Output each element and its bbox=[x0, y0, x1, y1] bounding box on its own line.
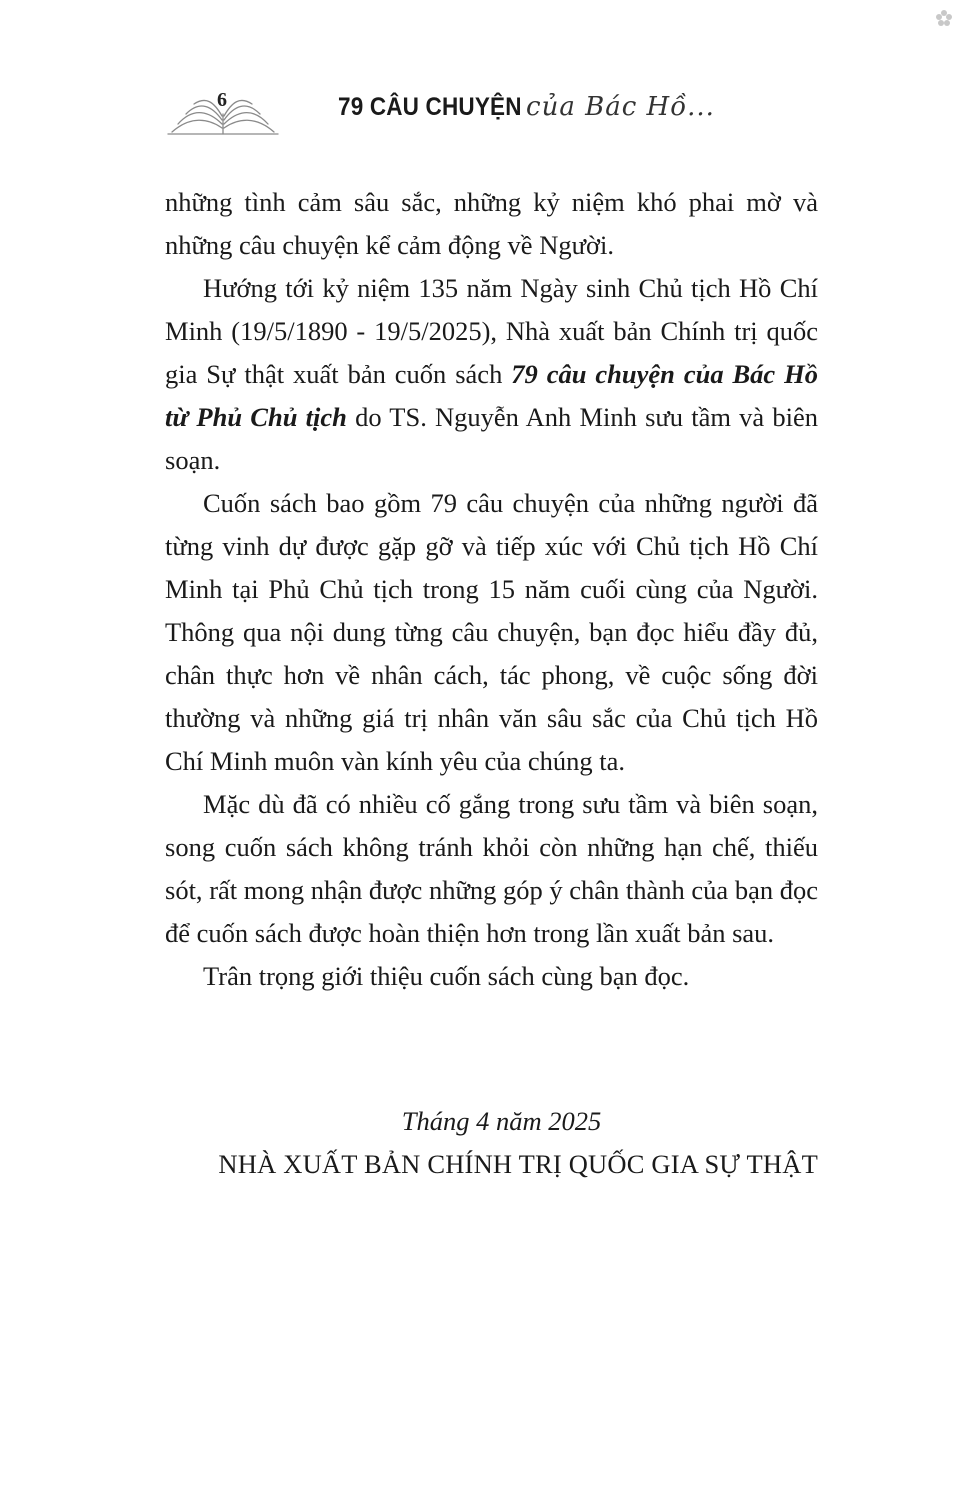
running-title bbox=[338, 92, 715, 122]
body-text bbox=[165, 181, 818, 998]
paragraph-intro-tail: do TS. Nguyễn Anh Minh sưu tầm và biên soạn. bbox=[165, 402, 819, 475]
flower-icon bbox=[934, 8, 954, 28]
running-title-main: 79 CÂU CHUYỆN bbox=[338, 93, 522, 121]
signature-publisher: NHÀ XUẤT BẢN CHÍNH TRỊ QUỐC GIA SỰ THẬT bbox=[218, 1149, 818, 1179]
paragraph-content: Cuốn sách bao gồm 79 câu chuyện của những người đã từng vinh dự được gặp gỡ và tiếp xúc với Chủ tịch Hồ Chí Minh tại Phủ Chủ tịch trong 15 năm cuối cùng của Người. Thông qua nội dung từng câu chuyện, bạn đọc hiểu đầy đủ, chân thực hơn về nhân cách, tác phong, về cuộc sống đời thường và những giá trị nhân văn sâu sắc của Chủ tịch Hồ Chí Minh muôn vàn kính yêu của chúng ta. bbox=[165, 488, 818, 776]
paragraph-closing: Trân trọng giới thiệu cuốn sách cùng bạn đọc. bbox=[203, 961, 690, 991]
paragraph-apology: Mặc dù đã có nhiều cố gắng trong sưu tầm và biên soạn, song cuốn sách không tránh khỏi còn những hạn chế, thiếu sót, rất mong nhận được những góp ý chân thành của bạn đọc để cuốn sách được hoàn thiện hơn trong lần xuất bản sau. bbox=[165, 789, 818, 948]
signature-date: Tháng 4 năm 2025 bbox=[401, 1106, 602, 1136]
signature-block bbox=[165, 1100, 818, 1186]
paragraph-continued: những tình cảm sâu sắc, những kỷ niệm khó phai mờ và những câu chuyện kể cảm động về Người. bbox=[165, 187, 818, 260]
paragraph-intro-lead: Hướng tới kỷ niệm 135 năm Ngày sinh Chủ tịch Hồ Chí Minh (19/5/1890 - 19/5/2025), Nhà xuất bản Chính trị quốc gia Sự thật xuất bản cuốn sách bbox=[165, 273, 818, 389]
page-number: 6 bbox=[217, 89, 227, 111]
running-title-script: của Bác Hồ... bbox=[526, 92, 715, 122]
paragraph-intro bbox=[165, 267, 818, 482]
book-title: 79 câu chuyện của Bác Hồ từ Phủ Chủ tịch bbox=[165, 359, 818, 432]
